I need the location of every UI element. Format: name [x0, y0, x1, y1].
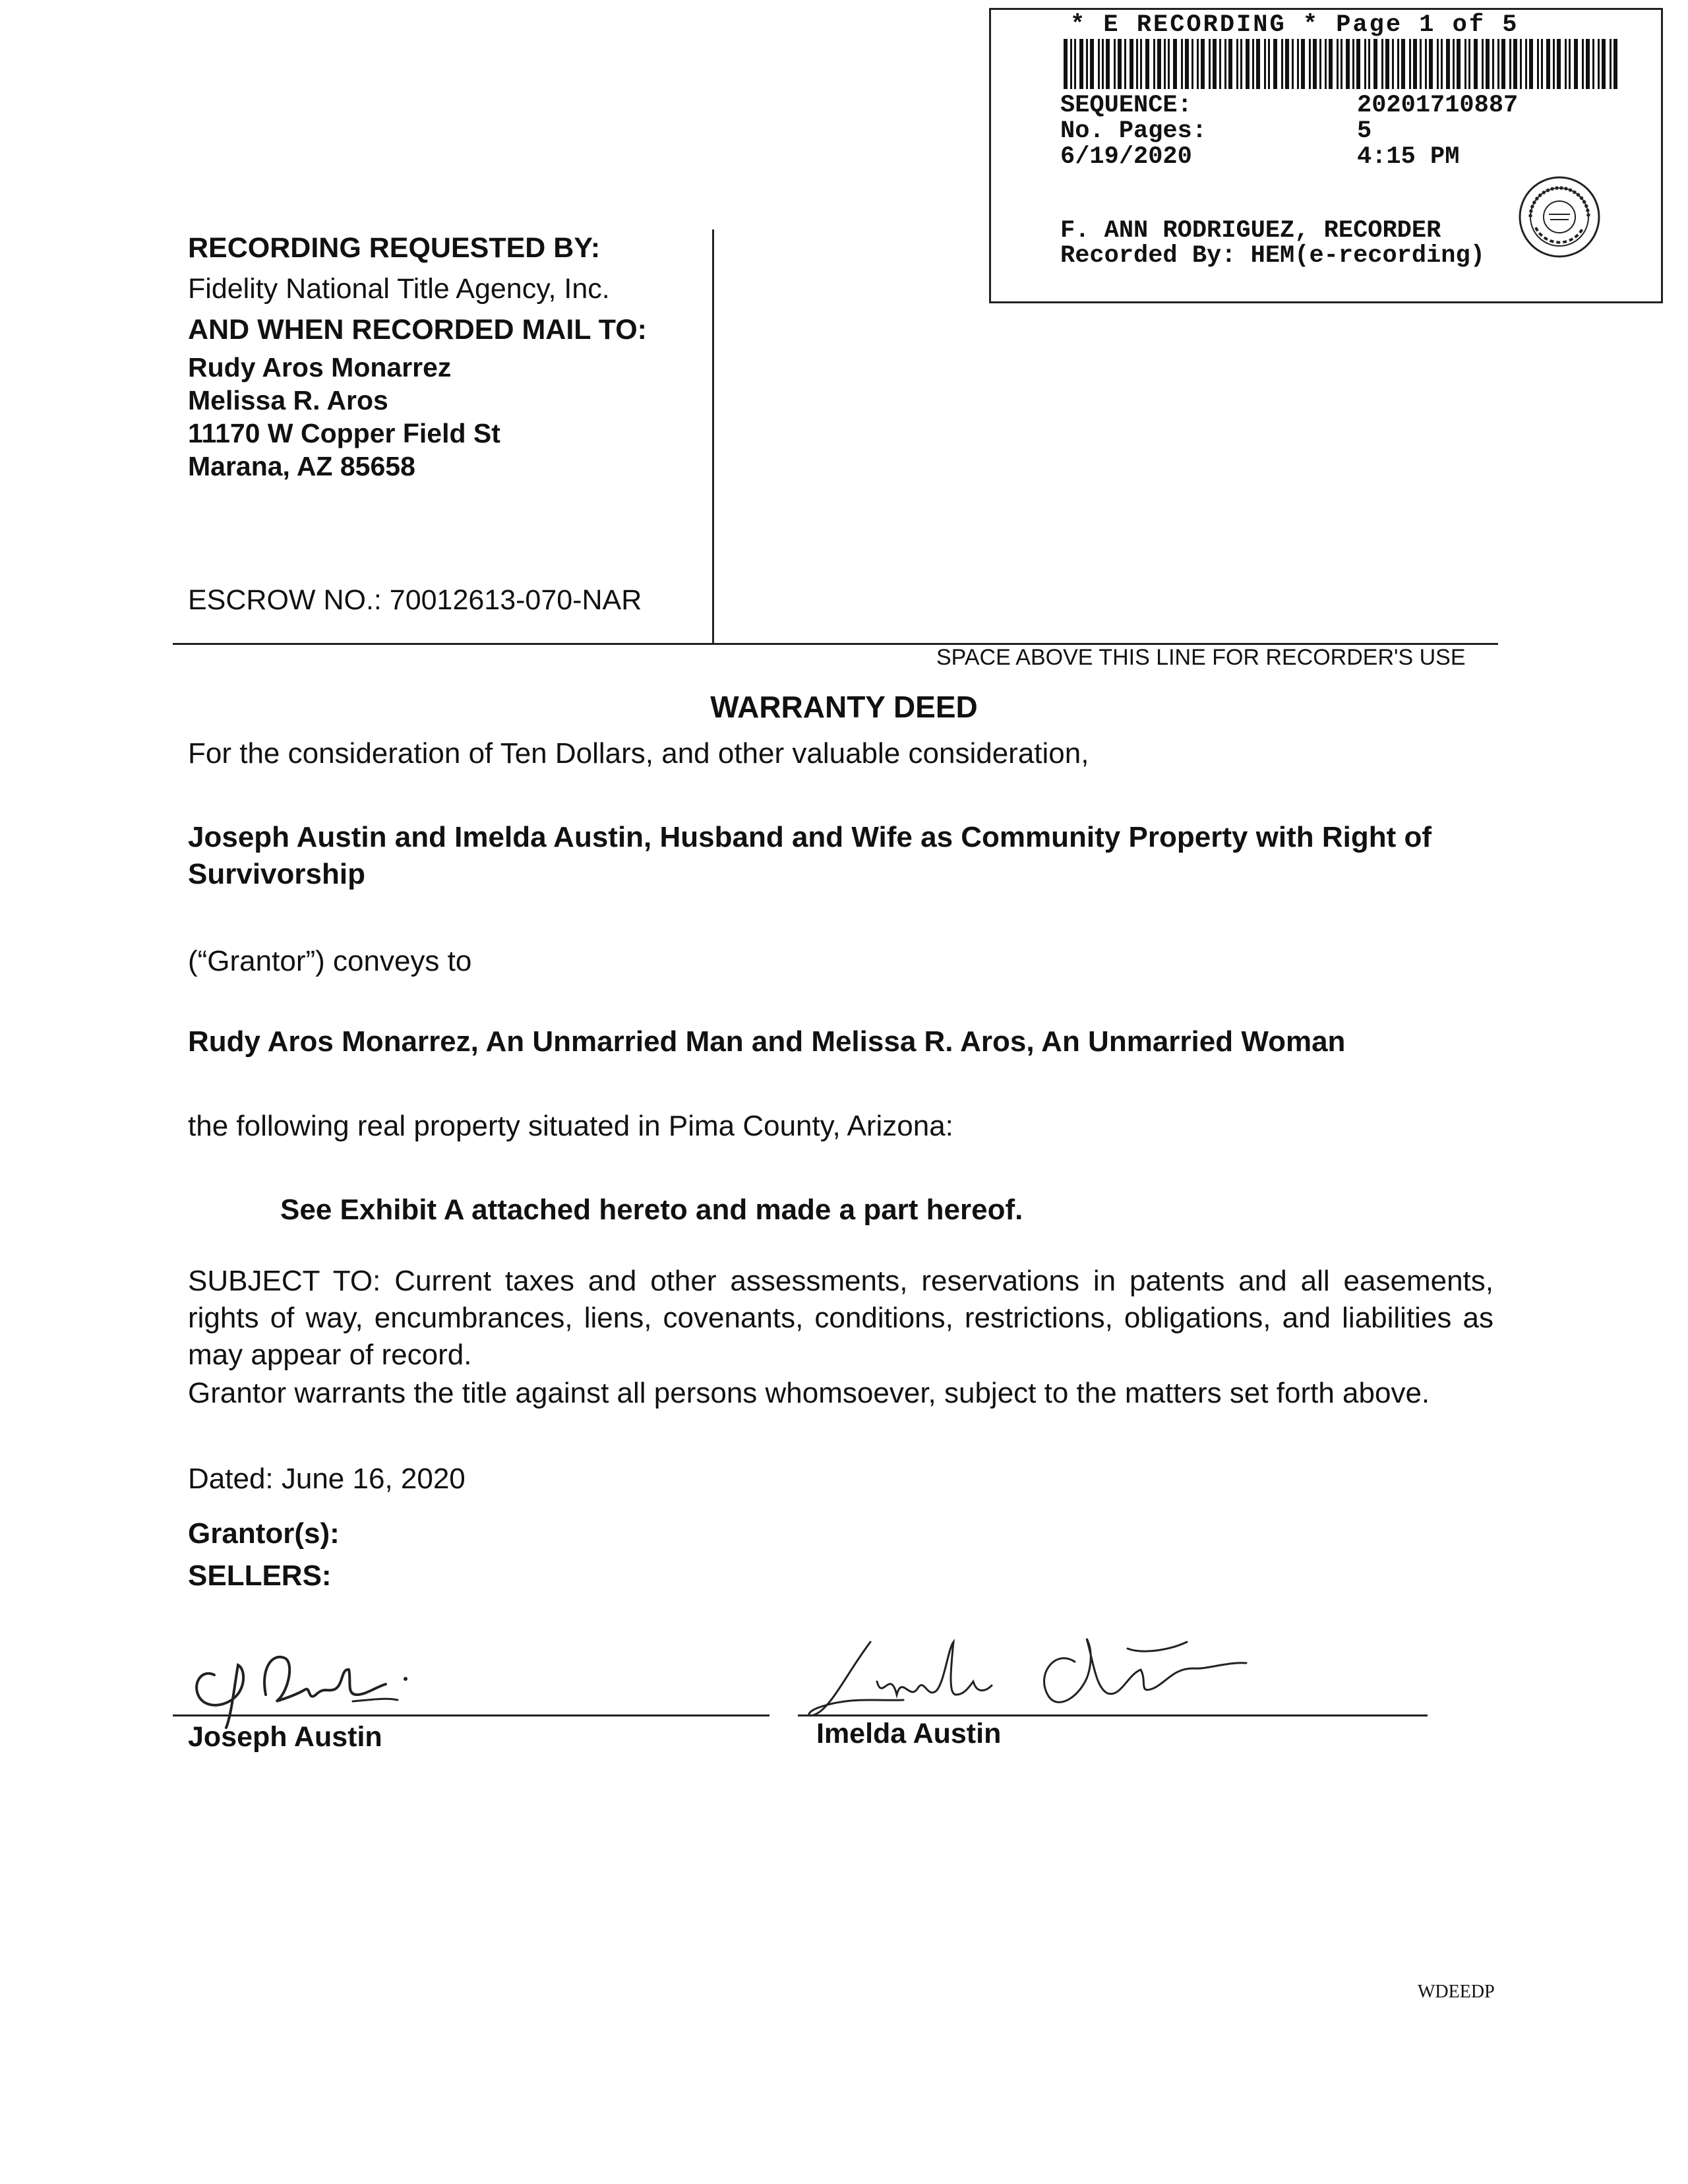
signature-joseph-austin-icon	[188, 1629, 465, 1734]
subject-to-clause: SUBJECT TO: Current taxes and other assessments, reservations in patents and all easements, rights of way, encumbrances, liens, covenants, conditions, restrictions, obligations, and liabilities as may appear of record.	[188, 1265, 1493, 1371]
barcode	[1064, 39, 1617, 89]
requested-by-label: RECORDING REQUESTED BY:	[188, 232, 601, 264]
mail-to-line: Marana, AZ 85658	[188, 451, 415, 481]
signature-line-1	[173, 1714, 769, 1716]
recorder-stamp	[989, 8, 1663, 303]
pages-label: No. Pages:	[1060, 117, 1207, 145]
grantors-label: Grantor(s):	[188, 1517, 340, 1550]
mail-to-line: Rudy Aros Monarrez	[188, 352, 452, 382]
mail-to-address	[188, 351, 500, 483]
requested-by-value: Fidelity National Title Agency, Inc.	[188, 273, 610, 305]
pages-value: 5	[1357, 117, 1372, 145]
signer-1-name: Joseph Austin	[188, 1721, 382, 1753]
document-title: WARRANTY DEED	[710, 690, 978, 724]
grantor-names: Joseph Austin and Imelda Austin, Husband and Wife as Community Property with Right of Survivorship	[188, 821, 1432, 890]
stamp-header: * E RECORDING * Page 1 of 5	[1070, 11, 1519, 39]
escrow-number: ESCROW NO.: 70012613-070-NAR	[188, 584, 642, 616]
exhibit-reference: See Exhibit A attached hereto and made a part hereof.	[280, 1194, 1023, 1226]
mail-to-line: 11170 W Copper Field St	[188, 418, 500, 448]
mail-to-label: AND WHEN RECORDED MAIL TO:	[188, 314, 647, 346]
grantee-names: Rudy Aros Monarrez, An Unmarried Man and Melissa R. Aros, An Unmarried Woman	[188, 1025, 1346, 1058]
signature-line-2	[798, 1714, 1428, 1716]
space-above-note: SPACE ABOVE THIS LINE FOR RECORDER'S USE	[936, 645, 1466, 670]
mail-to-line: Melissa R. Aros	[188, 385, 388, 415]
county-seal-icon	[1517, 175, 1602, 259]
record-date: 6/19/2020	[1060, 143, 1192, 171]
dated-line: Dated: June 16, 2020	[188, 1463, 466, 1495]
sequence-label: SEQUENCE:	[1060, 92, 1192, 119]
header-divider-vertical	[712, 229, 714, 645]
warranty-clause: Grantor warrants the title against all persons whomsoever, subject to the matters set forth above.	[188, 1377, 1430, 1409]
recorded-by: Recorded By: HEM(e-recording)	[1060, 242, 1485, 270]
property-intro: the following real property situated in Pima County, Arizona:	[188, 1110, 953, 1142]
consideration-text: For the consideration of Ten Dollars, and other valuable consideration,	[188, 737, 1089, 770]
sellers-label: SELLERS:	[188, 1560, 332, 1592]
form-code: WDEEDP	[1418, 1982, 1495, 2002]
signer-2-name: Imelda Austin	[816, 1718, 1002, 1749]
recorder-name: F. ANN RODRIGUEZ, RECORDER	[1060, 217, 1441, 245]
sequence-value: 20201710887	[1357, 92, 1519, 119]
record-time: 4:15 PM	[1357, 143, 1460, 171]
conveys-text: (“Grantor”) conveys to	[188, 945, 472, 977]
